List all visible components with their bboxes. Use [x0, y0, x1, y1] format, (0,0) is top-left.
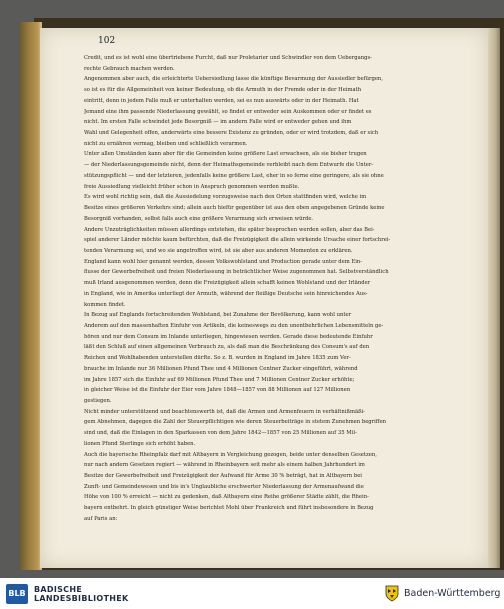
text-line: Unter allen Umständen kann aber für die Gemeinden keine größere Last erwachsen, als sie bisher trugen — [84, 151, 367, 158]
footer-bar — [0, 578, 504, 609]
text-line: brauche im Inlande nur 36 Millionen Pfund Thee und 4 Millionen Centner Zucker eingeführt, während — [84, 365, 358, 372]
text-line: eintritt, denn in jedem Falle muß er unterhalten werden, sei es nun auswärts oder in der Heimath. Hat — [84, 97, 359, 104]
text-line: Wahl und Gelegenheit offen, anderwärts eine bessere Existenz zu gründen, oder er wird trotzdem, daß er sich — [84, 130, 379, 137]
book-page — [40, 28, 488, 568]
blb-logo[interactable]: BLB — [6, 584, 28, 604]
text-line: Nicht minder unterstützend und beachtenswerth ist, daß die Armen und Armenfeuern in verhältnißmäßi- — [84, 408, 366, 415]
text-line: stützungspflicht — und der letzteren, jedenfalls keine größere Last, eher in so ferne eine geringere, als sie ohne — [84, 172, 384, 179]
text-line: freie Aussiedlung vielleicht früher schon in Anspruch genommen werden mußte. — [84, 183, 300, 190]
text-line: Angenommen aber auch, die erleichterte Uebersiedlung lasse die künftige Bevarmung der Aussiedler befürgen, — [84, 76, 383, 83]
page-stack-edge — [488, 28, 500, 568]
text-line: Andere Unzuträglichkeiten müssen allerdings entstehen, die später besprochen werden sollen, aber das Bei- — [84, 226, 375, 233]
text-line: Jemand eine ihm passende Niederlassung gewählt, so findet er entweder sein Auskommen oder er findet es — [84, 108, 372, 115]
page-text — [84, 53, 464, 525]
text-line: in England, wie in Amerika unterliegt der Armuth, während der fleißige Deutsche sein hinreichendes Aus- — [84, 290, 368, 297]
text-line: Höhe von 100 % erreicht — nicht zu gedenken, daß Altbayern eine Reihe größerer Städte zählt, die Rhein- — [84, 494, 369, 501]
text-line: sind und, daß die Einlagen in den Sparkassen von dem Jahre 1842—1857 von 25 Millionen auf 35 Mil- — [84, 430, 357, 437]
text-line: Besorgniß vorhanden, selbst falls auch eine größere Verarmung sich erweisen würde. — [84, 215, 314, 222]
text-line: auf Paris an: — [84, 515, 118, 522]
text-line: Besitze eines größeren Verkehrs sind; allein auch hiefür gegenüber ist aus den oben angegebenen Gründe keine — [84, 205, 385, 212]
book-spine-edge — [20, 22, 42, 570]
text-line: spiel anderer Länder möchte kaum befürchten, daß die Freizügigkeit die allein wirkende Ursache einer fortschrei- — [84, 237, 391, 244]
text-line: — der Niederlassungsgemeinde nicht, denn der Heimathsgemeinde verbleibt nach dem Entwurfe die Unter- — [84, 162, 374, 169]
text-line: Anderem auf den massenhaften Einfuhr von Artikeln, die keineswegs zu den unentbehrlichen Lebensmitteln ge- — [84, 322, 384, 329]
text-line: hören und nur dem Consum im Inlande unterliegen, hingewiesen werden. Gerade diese bedeutende Einfuhr — [84, 333, 373, 340]
library-name-line-2: LANDESBIBLIOTHEK — [34, 594, 129, 603]
text-line: nicht zu ernähren vermag, bleiben und schließlich verarmen. — [84, 140, 248, 147]
library-name[interactable] — [34, 585, 129, 603]
text-line: Zunft- und Gemeindewesen und bis in's Unglaubliche erschwerter Niederlassung der Armenaufwand die — [84, 483, 364, 490]
text-line: so ist es für die Allgemeinheit von keiner Bedeutung, ob die Armuth in der Fremde oder in der Heimath — [84, 87, 362, 94]
text-line: läßt den Schluß auf einen allgemeinen Verbrauch zu, als daß man die Beschränkung des Consum's auf den — [84, 344, 370, 351]
text-line: in gleicher Weise ist die Einfuhr der Eier vom Jahre 1848—1857 von 88 Millionen auf 127 Millionen — [84, 387, 351, 394]
text-line: gestiegen. — [84, 398, 112, 404]
text-line: England kann wohl hier genannt werden, dessen Volkswohlstand und Production gerade unter dem Ein- — [84, 258, 363, 265]
text-line: Credit, und es ist wohl eine übertriebene Furcht, daß nur Proletarier und Schwindler von dem Uebergangs- — [84, 55, 372, 61]
text-line: nur nach andern Gesetzen regiert — während in Rheinbayern seit mehr als einem halben Jahrhundert im — [84, 462, 365, 469]
text-line: muß Irland ausgenommen werden, denn die Freizügigkeit allein schafft keinen Wohlstand und der Irländer — [84, 280, 371, 287]
state-name[interactable]: Baden-Württemberg — [404, 588, 501, 599]
text-line: gem Abnehmen, dagegen die Zahl der Steuerpflichtigen wie deren Steuerbeiträge in stetem Zunehmen begriffen — [84, 419, 387, 426]
text-line: Es wird wohl richtig sein, daß die Aussiedelung vorzugsweise nach den Orten stattfinden wird, welche im — [84, 194, 367, 201]
text-line: im Jahre 1857 sich die Einfuhr auf 69 Millionen Pfund Thee und 7 Millionen Centner Zucker erhöhte; — [84, 376, 355, 383]
coat-of-arms-icon[interactable] — [384, 585, 400, 602]
text-line: Besitze der Gewerbefreiheit und Freizügigkeit der Aufwand für Arme 30 % beträgt, hat in Altbayern bei — [84, 473, 362, 480]
text-line: nicht. Im ersten Falle schwindet jede Besorgniß — im andern Falle wird er entweder gehen und ihm — [84, 119, 352, 126]
text-line: tenden Verarmung sei, und wo sie angetroffen wird, ist sie aber aus anderen Momenten zu erklären. — [84, 247, 353, 254]
library-name-line-1: BADISCHE — [34, 585, 83, 594]
text-line: kommen findet. — [84, 301, 126, 308]
text-line: lionen Pfund Sterlinge sich erhöht haben. — [84, 440, 196, 447]
text-line: Reichen und Wohlhabenden unterstellen dürfte. So z. B. wurden in England im Jahre 1835 zum Ver- — [84, 355, 351, 362]
text-line: rechte Gebrauch machen werden. — [84, 65, 175, 72]
text-line: bayern entbehrt. In gleich günstiger Weise berichtet Mohl über Frankreich und führt insbesondere in Bezug — [84, 505, 374, 512]
text-line: Auch die bayerische Rheinpfalz darf mit Altbayern in Vergleichung gezogen, beide unter denselben Gesetzen, — [84, 451, 377, 458]
text-line: In Bezug auf Englands fortschreitenden Wohlstand, bei Zunahme der Bevölkerung, kann wohl unter — [84, 312, 352, 319]
page-number: 102 — [98, 36, 116, 46]
text-line: flusse der Gewerbefreiheit und freien Niederlassung in beträchtlicher Weise zugenommen hat. Selbstverständlich — [84, 269, 389, 276]
